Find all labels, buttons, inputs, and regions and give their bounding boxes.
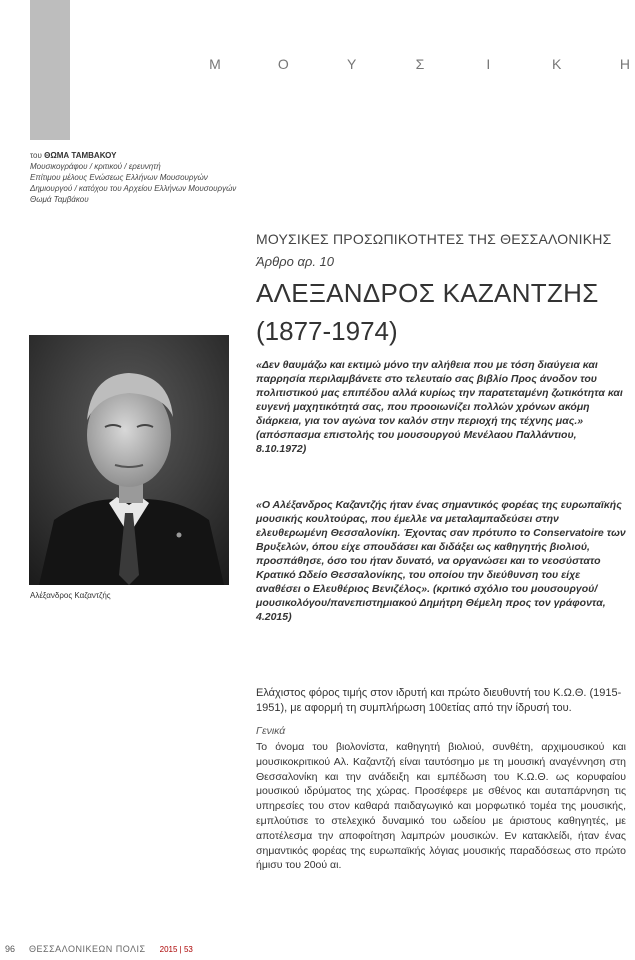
section-title xyxy=(205,56,635,78)
section-letter: Μ xyxy=(209,56,221,72)
portrait-photo xyxy=(29,335,229,585)
section-letter: Ι xyxy=(486,56,491,72)
dedication: Ελάχιστος φόρος τιμής στον ιδρυτή και πρώτο διευθυντή του Κ.Ω.Θ. (1915-1951), με αφορμή τη συμπλήρωση 100ετίας από την ίδρυσή του. xyxy=(256,687,622,714)
general-text: Το όνομα του βιολονίστα, καθηγητή βιολιού, συνθέτη, αρχιμουσικού και μουσικοκριτικού Αλ. Καζαντζή είναι ταυτόσημο με τη μουσική αναγέννηση στη Θεσσαλονίκη και την ανάδειξη και εμπέδωση του Κ.Ω.Θ. ως κορυφαίου μουσικού ιδρύματος της χώρας. Προσέφερε με σθένος και αυταπάρνηση τις υπηρεσίες του στον καθαρά παιδαγωγικό και μορφωτικό τομέα της μουσικής, εμπλούτισε το στελεχικό δυναμικό του ωδείου με άριστους καθηγητές, με αποτέλεσμα την αποφοίτηση λαμπρών μουσικών. Εν κατακλείδι, ήταν ένας σημαντικός φορέας της ευρωπαϊκής λόγιας μουσικής παραδόσεως στο πρώτο ήμισυ του 20ού αι. xyxy=(256,741,626,872)
page-number: 96 xyxy=(5,944,16,954)
quote-2-source: (κριτικό σχόλιο του μουσουργού/μουσικολόγου/πανεπιστημιακού Δημήτρη Θέμελη προς τον γράφοντα, 4.2015) xyxy=(256,583,606,623)
section-letter: Σ xyxy=(415,56,425,72)
quote-1-text: «Δεν θαυμάζω και εκτιμώ μόνο την αλήθεια που με τόση διαύγεια και παρρησία περιλαμβάνετε στο τελευταίο σας βιβλίο Προς άνοδον του πολιτιστικού μας επιπέδου αλλά κυρίως την παρατεταμένη ζωτικότητα και ευγενή μαχητικότητά σας, που προοιωνίζει πολλών χρόνων ακόμη διάρκεια, για τον αγώνα τον καλόν στην περιοχή της τέχνης μας.» xyxy=(256,359,623,427)
author-name: ΘΩΜΑ ΤΑΜΒΑΚΟΥ xyxy=(44,151,117,160)
magazine-name: ΘΕΣΣΑΛΟΝΙΚΕΩΝ ΠΟΛΙΣ xyxy=(29,944,146,954)
author-by: του xyxy=(30,151,42,160)
page-footer xyxy=(5,944,193,954)
general-heading: Γενικά xyxy=(256,725,286,737)
section-letter: Ο xyxy=(277,56,289,72)
decorative-grey-band xyxy=(30,0,70,140)
article-title: ΑΛΕΞΑΝΔΡΟΣ ΚΑΖΑΝΤΖΗΣ xyxy=(256,278,599,308)
quote-2 xyxy=(256,498,626,624)
author-block xyxy=(30,150,260,205)
portrait-illustration xyxy=(29,335,229,585)
article-number: Άρθρο αρ. 10 xyxy=(256,254,334,269)
section-letter: Υ xyxy=(346,56,357,72)
photo-caption: Αλέξανδρος Καζαντζής xyxy=(30,591,111,600)
quote-1-source: (απόσπασμα επιστολής του μουσουργού Μενέλαου Παλλάντιου, 8.10.1972) xyxy=(256,429,577,455)
author-roles: Μουσικογράφου / κριτικού / ερευνητή Επίτιμου μέλους Ενώσεως Ελλήνων Μουσουργών Δημιουργού / κατόχου του Αρχείου Ελλήνων Μουσουργών Θωμά Ταμβάκου xyxy=(30,162,237,204)
series-title: ΜΟΥΣΙΚΕΣ ΠΡΟΣΩΠΙΚΟΤΗΤΕΣ ΤΗΣ ΘΕΣΣΑΛΟΝΙΚΗΣ xyxy=(256,231,612,247)
section-letter: Η xyxy=(619,56,631,72)
article-dates: (1877-1974) xyxy=(256,316,398,346)
quote-2-text: «Ο Αλέξανδρος Καζαντζής ήταν ένας σημαντικός φορέας της ευρωπαϊκής μουσικής κουλτούρας, που έμελλε να μεταλαμπαδεύσει στην ελευθερωμένη Θεσσαλονίκη. Έχοντας σαν πρότυπο το Conservatoire των Βρυξελών, όπου είχε σπουδάσει και διδάξει ως καθηγητής βιολιού, προσπάθησε, όσο του ήταν δυνατό, να οργανώσει και το νεοσύστατο Κρατικό Ωδείο Θεσσαλονίκης, του οποίου την διεύθυνση του είχε αναθέσει ο Ελευθέριος Βενιζέλος». xyxy=(256,499,626,595)
issue-info: 2015 | 53 xyxy=(159,945,193,954)
section-letter: Κ xyxy=(551,56,562,72)
quote-1 xyxy=(256,358,626,456)
